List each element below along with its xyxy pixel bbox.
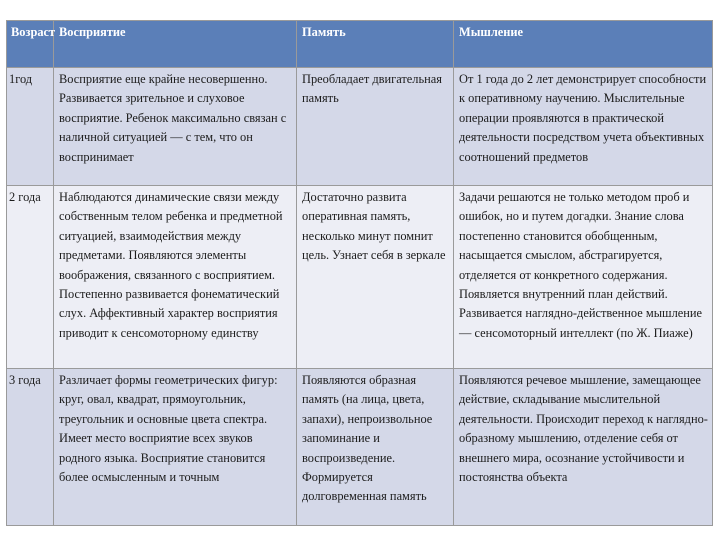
development-table-page xyxy=(6,20,712,526)
header-memory: Память xyxy=(297,21,454,68)
header-row xyxy=(7,21,713,68)
table-row xyxy=(7,186,713,369)
memory-cell: Появляются образная память (на лица, цвета, запахи), непроизвольное запоминание и воспроизведение. Формируется долговременная память xyxy=(297,369,454,526)
age-cell: 3 года xyxy=(7,369,54,526)
table-row xyxy=(7,369,713,526)
header-thinking: Мышление xyxy=(454,21,713,68)
age-cell: 2 года xyxy=(7,186,54,369)
thinking-cell: От 1 года до 2 лет демонстрирует способности к оперативному научению. Мыслительные операции проявляются в практической деятельности посредством учета объективных соотношений предметов xyxy=(454,68,713,186)
header-perception: Восприятие xyxy=(54,21,297,68)
development-table xyxy=(6,20,713,526)
perception-cell: Наблюдаются динамические связи между собственным телом ребенка и предметной ситуацией, взаимодействия между предметами. Появляются элементы воображения, связанного с восприятием. Постепенно развивается фонематический слух. Аффективный характер восприятия приводит к сенсомоторному единству xyxy=(54,186,297,369)
memory-cell: Достаточно развита оперативная память, несколько минут помнит цель. Узнает себя в зеркале xyxy=(297,186,454,369)
table-row xyxy=(7,68,713,186)
memory-cell: Преобладает двигательная память xyxy=(297,68,454,186)
age-cell: 1год xyxy=(7,68,54,186)
perception-cell: Восприятие еще крайне несовершенно. Развивается зрительное и слуховое восприятие. Ребенок максимально связан с наличной ситуацией — с тем, что он воспринимает xyxy=(54,68,297,186)
perception-cell: Различает формы геометрических фигур: круг, овал, квадрат, прямоугольник, треугольник и основные цвета спектра. Имеет место восприятие всех звуков родного языка. Восприятие становится более осмысленным и точным xyxy=(54,369,297,526)
header-age: Возраст xyxy=(7,21,54,68)
thinking-cell: Задачи решаются не только методом проб и ошибок, но и путем догадки. Знание слова постепенно становится обобщенным, насыщается смыслом, абстрагируется, отделяется от конкретного содержания. Появляется внутренний план действий. Развивается наглядно-действенное мышление — сенсомоторный интеллект (по Ж. Пиаже) xyxy=(454,186,713,369)
thinking-cell: Появляются речевое мышление, замещающее действие, складывание мыслительной деятельности. Происходит переход к наглядно-образному мышлению, отделение себя от внешнего мира, осознание устойчивости и постоянства объекта xyxy=(454,369,713,526)
